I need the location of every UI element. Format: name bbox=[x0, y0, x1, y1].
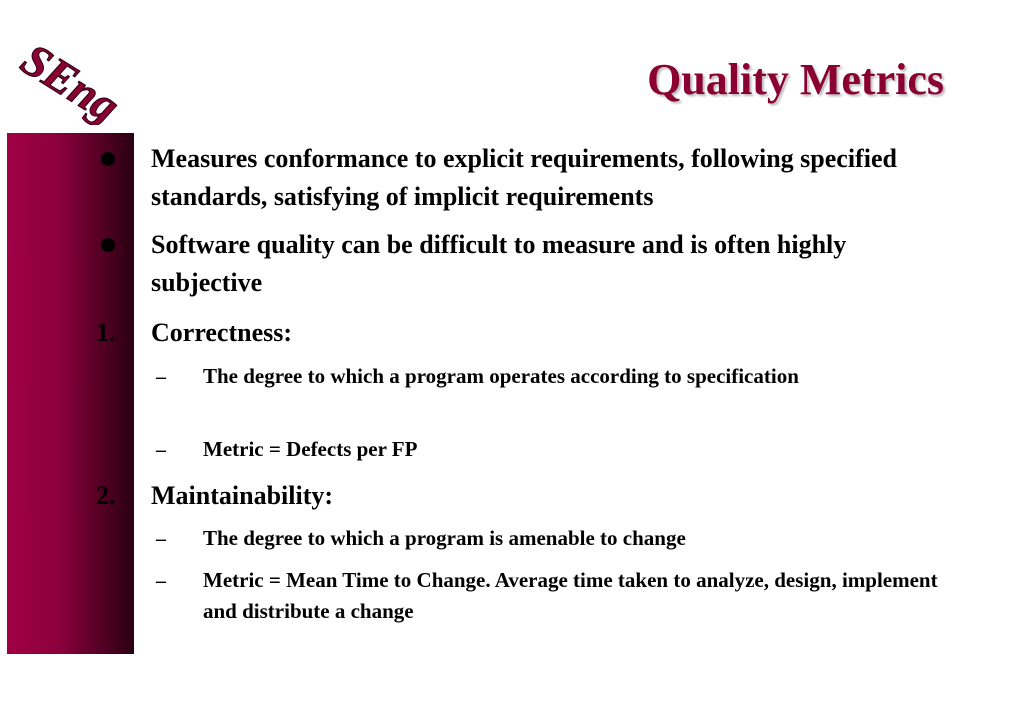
svg-text:SEng: SEng bbox=[14, 40, 129, 125]
numbered-heading: Maintainability: bbox=[151, 481, 334, 510]
sub-item-text: The degree to which a program operates according to specification bbox=[203, 364, 799, 388]
bullet-text: Software quality can be difficult to measure and is often highly subjective bbox=[151, 230, 847, 297]
page-title: Quality Metrics bbox=[647, 55, 944, 104]
sub-item-text: The degree to which a program is amenable to change bbox=[203, 526, 686, 550]
sub-item-text: Metric = Mean Time to Change. Average time taken to analyze, design, implement and distribute a change bbox=[203, 568, 938, 623]
list-number: 2. bbox=[96, 481, 116, 510]
bullet-dot bbox=[101, 152, 115, 166]
bullet-text: Measures conformance to explicit requirements, following specified standards, satisfying of implicit requirements bbox=[151, 144, 897, 211]
dash-marker: – bbox=[156, 570, 166, 592]
numbered-heading: Correctness: bbox=[151, 318, 293, 347]
dash-marker: – bbox=[156, 439, 166, 461]
seng-logo bbox=[14, 40, 134, 125]
sub-item-text: Metric = Defects per FP bbox=[203, 437, 418, 461]
list-number: 1. bbox=[96, 318, 116, 347]
dash-marker: – bbox=[156, 366, 166, 388]
bullet-dot bbox=[101, 238, 115, 252]
sidebar-bar bbox=[7, 133, 134, 654]
dash-marker: – bbox=[156, 528, 166, 550]
